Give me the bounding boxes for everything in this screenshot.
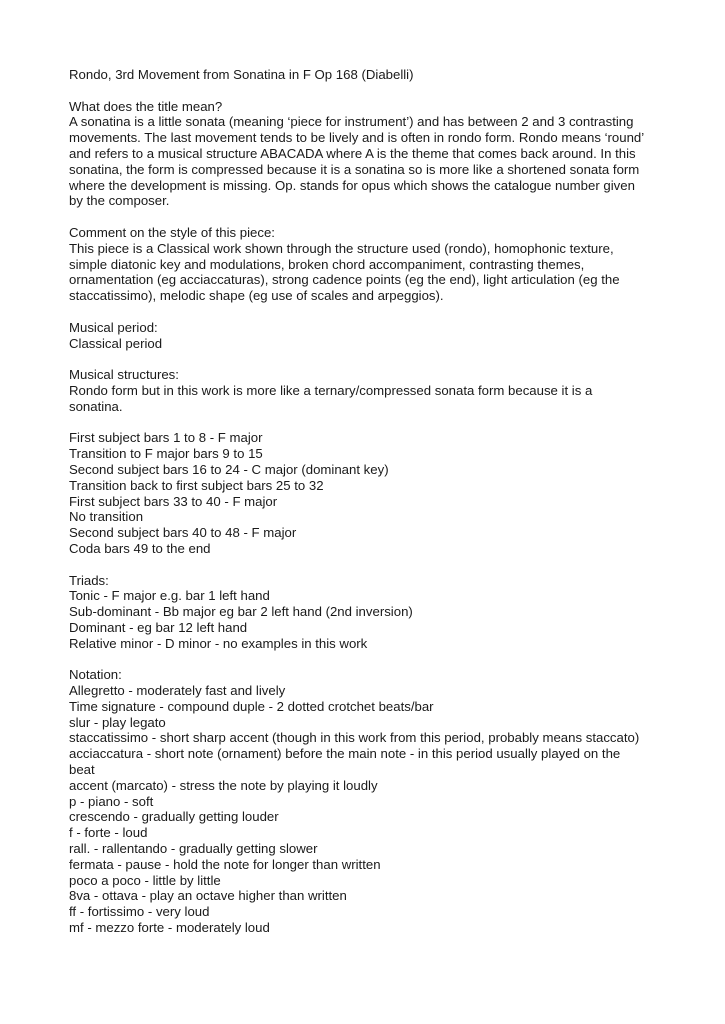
list-item: fermata - pause - hold the note for longer than written	[69, 856, 381, 872]
section-heading-period: Musical period:	[69, 319, 158, 335]
list-item: acciaccatura - short note (ornament) before the main note - in this period usually played on the	[69, 746, 621, 762]
paragraph-line: and refers to a musical structure ABACADA where A is the theme that comes back around. In this	[69, 145, 636, 161]
spacer	[69, 83, 669, 99]
spacer	[69, 209, 669, 225]
paragraph-line: Rondo form but in this work is more like a ternary/compressed sonata form because it is a	[69, 382, 593, 398]
list-item: Second subject bars 16 to 24 - C major (dominant key)	[69, 461, 389, 477]
list-item: Transition back to first subject bars 25 to 32	[69, 477, 324, 493]
list-item: Transition to F major bars 9 to 15	[69, 446, 263, 462]
list-item: staccatissimo - short sharp accent (though in this work from this period, probably means staccato)	[69, 730, 640, 746]
list-item: No transition	[69, 509, 144, 525]
paragraph-line: sonatina.	[69, 398, 123, 414]
list-item: poco a poco - little by little	[69, 872, 221, 888]
list-item: First subject bars 1 to 8 - F major	[69, 430, 263, 446]
paragraph-line: staccatissimo), melodic shape (eg use of scales and arpeggios).	[69, 288, 444, 304]
section-heading-triads: Triads:	[69, 572, 109, 588]
list-item: Second subject bars 40 to 48 - F major	[69, 525, 297, 541]
list-item: Coda bars 49 to the end	[69, 540, 211, 556]
spacer	[69, 557, 669, 573]
list-item: slur - play legato	[69, 714, 166, 730]
list-item: Time signature - compound duple - 2 dotted crotchet beats/bar	[69, 698, 434, 714]
spacer	[69, 351, 669, 367]
paragraph-line: where the development is missing. Op. stands for opus which shows the catalogue number given	[69, 177, 635, 193]
spacer	[69, 415, 669, 431]
paragraph-line: ornamentation (eg acciaccaturas), strong cadence points (eg the end), light articulation (eg the	[69, 272, 620, 288]
list-item: ff - fortissimo - very loud	[69, 904, 210, 920]
paragraph-line: This piece is a Classical work shown through the structure used (rondo), homophonic texture,	[69, 240, 614, 256]
list-item: crescendo - gradually getting louder	[69, 809, 279, 825]
list-item: Relative minor - D minor - no examples in this work	[69, 635, 368, 651]
paragraph-line: Classical period	[69, 335, 163, 351]
paragraph-line: A sonatina is a little sonata (meaning ‘piece for instrument’) and has between 2 and 3 contrasting	[69, 114, 634, 130]
document-title: Rondo, 3rd Movement from Sonatina in F Op 168 (Diabelli)	[69, 67, 414, 82]
section-heading-notation: Notation:	[69, 667, 122, 683]
list-item: 8va - ottava - play an octave higher than written	[69, 888, 347, 904]
document-page	[69, 67, 669, 936]
list-item: Dominant - eg bar 12 left hand	[69, 619, 248, 635]
section-heading-title-meaning: What does the title mean?	[69, 98, 223, 114]
paragraph-line: sonatina, the form is compressed because it is a sonatina so is more like a shortened sonata form	[69, 161, 640, 177]
list-item: mf - mezzo forte - moderately loud	[69, 920, 270, 936]
list-item: accent (marcato) - stress the note by playing it loudly	[69, 777, 378, 793]
list-item: beat	[69, 762, 95, 778]
list-item: Allegretto - moderately fast and lively	[69, 683, 286, 699]
list-item: p - piano - soft	[69, 793, 154, 809]
list-item: Tonic - F major e.g. bar 1 left hand	[69, 588, 270, 604]
list-item: rall. - rallentando - gradually getting slower	[69, 841, 318, 857]
list-item: First subject bars 33 to 40 - F major	[69, 493, 278, 509]
spacer	[69, 651, 669, 667]
section-heading-structures: Musical structures:	[69, 367, 179, 383]
spacer	[69, 304, 669, 320]
paragraph-line: movements. The last movement tends to be lively and is often in rondo form. Rondo means ‘round’	[69, 130, 645, 146]
list-item: f - forte - loud	[69, 825, 148, 841]
section-heading-style: Comment on the style of this piece:	[69, 224, 275, 240]
paragraph-line: by the composer.	[69, 193, 170, 209]
paragraph-line: simple diatonic key and modulations, broken chord accompaniment, contrasting themes,	[69, 256, 585, 272]
list-item: Sub-dominant - Bb major eg bar 2 left hand (2nd inversion)	[69, 604, 413, 620]
